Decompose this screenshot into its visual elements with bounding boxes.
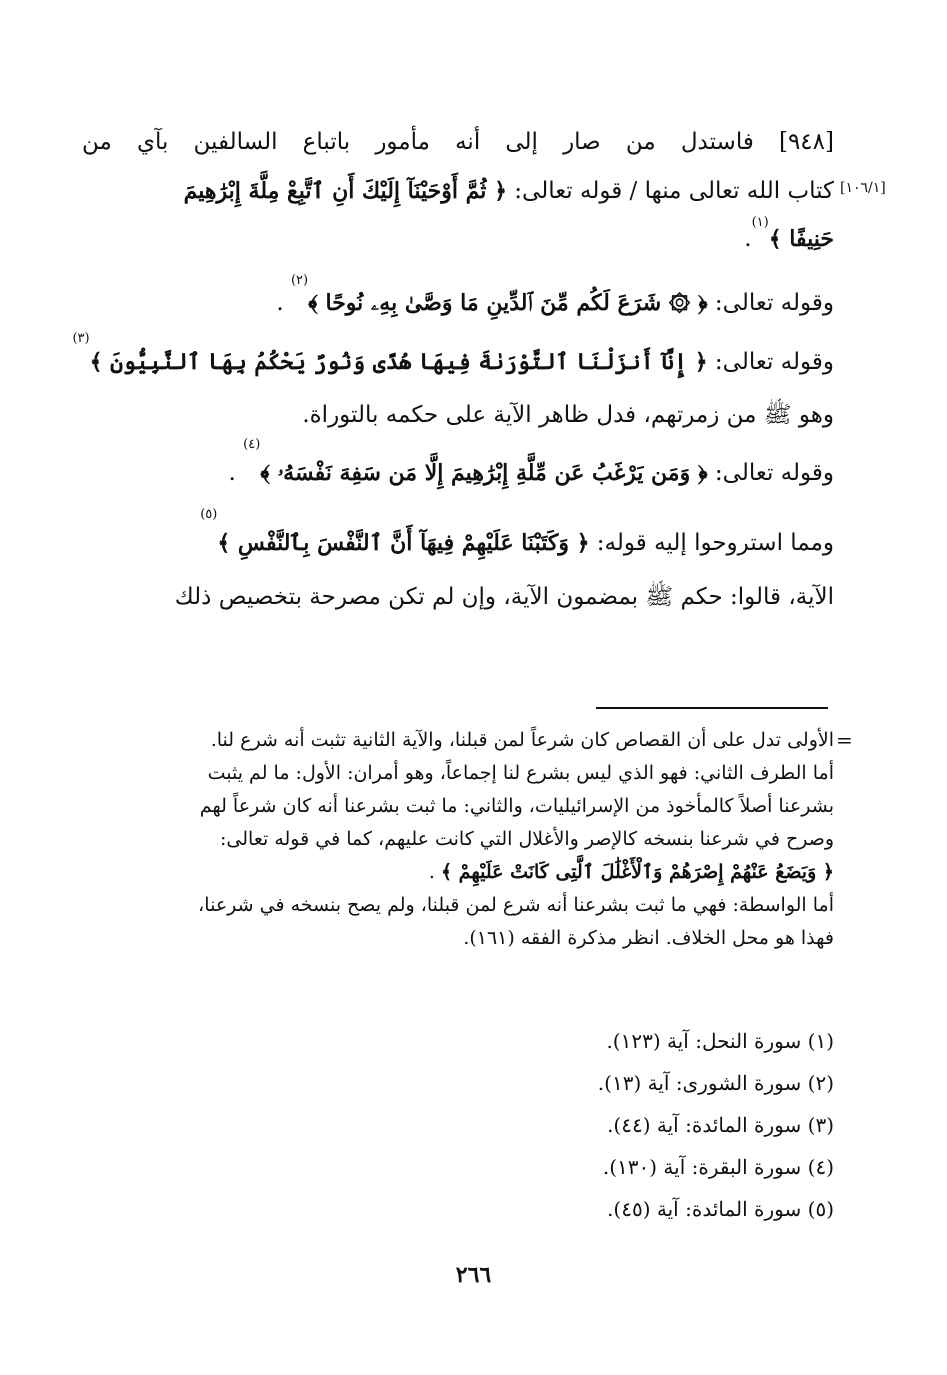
main-line-4 <box>82 274 834 332</box>
main-line-3-end: . <box>744 226 752 252</box>
footnote-note-3: (٣) سورة المائدة: آية (٤٤). <box>607 1113 834 1137</box>
footnote-para-2-line-2: بشرعنا أصلاً كالمأخوذ من الإسرائيليات، والثاني: ما ثبت بشرعنا أنه كان شرعاً لهم <box>199 795 834 817</box>
quran-verse-baqara: ﴿ وَمَن يَرْغَبُ عَن مِّلَّةِ إِبْرَٰهِيمَ إِلَّا مَن سَفِهَ نَفْسَهُۥ ﴾ <box>260 460 708 486</box>
main-line-2 <box>82 166 834 216</box>
quran-verse-maida-45: ﴿ وَكَتَبْنَا عَلَيْهِمْ فِيهَآ أَنَّ ٱلنَّفْسَ بِٱلنَّفْسِ ﴾ <box>217 530 590 556</box>
footnote-note-1: (١) سورة النحل: آية (١٢٣). <box>606 1029 834 1053</box>
footnote-ref-4: (٤) <box>243 437 261 452</box>
footnote-ref-2: (٢) <box>290 273 309 288</box>
footnote-para-2-line-3: وصرح في شرعنا بنسخه كالإصر والأغلال التي كانت عليهم، كما في قوله تعالى: <box>220 828 834 850</box>
main-line-8 <box>82 508 834 570</box>
main-line-2-text: كتاب الله تعالى منها / قوله تعالى: <box>506 178 834 204</box>
main-text-block <box>72 118 834 624</box>
footnote-ref-5: (٥) <box>200 507 218 522</box>
footnote-para-3-line-2: فهذا هو محل الخلاف. انظر مذكرة الفقه (١٦١). <box>463 927 834 949</box>
main-line-6: وهو ﷺ من زمرتهم، فدل ظاهر الآية على حكمه بالتوراة. <box>302 402 834 428</box>
page-number: ٢٦٦ <box>455 1262 492 1288</box>
footnote-para-3-line-1: أما الواسطة: فهي ما ثبت بشرعنا أنه شرع لمن قبلنا، ولم يصح بنسخه في شرعنا، <box>198 894 834 916</box>
main-line-4-text: وقوله تعالى: <box>707 290 834 316</box>
main-line-4-end: . <box>276 290 291 316</box>
footnote-ref-3: (٣) <box>72 331 90 346</box>
main-line-9: الآية، قالوا: حكم ﷺ بمضمون الآية، وإن لم تكن مصرحة بتخصيص ذلك <box>174 584 834 610</box>
footnote-para-2-line-4 <box>82 856 834 889</box>
footnote-para-1: الأولى تدل على أن القصاص كان شرعاً لمن قبلنا، والآية الثانية تثبت أنه شرع لنا. <box>210 729 834 751</box>
quran-verse-shura: ﴿ ۞ شَرَعَ لَكُم مِّنَ ٱلدِّينِ مَا وَصَّىٰ بِهِۦ نُوحًا ﴾ <box>308 290 708 316</box>
footnote-note-5: (٥) سورة المائدة: آية (٤٥). <box>607 1197 834 1221</box>
footnote-note-4: (٤) سورة البقرة: آية (١٣٠). <box>602 1155 834 1179</box>
main-line-7 <box>82 438 834 508</box>
main-line-7-end: . <box>228 460 244 486</box>
main-line-5-text: وقوله تعالى: <box>707 349 834 375</box>
quran-verse-maida-44: ﴿ إِنَّآ أَنزَلْنَا ٱلتَّوْرَىٰةَ فِيهَا هُدًى وَنُورٌ يَحْكُمُ بِهَا ٱلنَّبِيُّونَ ﴾ <box>89 349 708 375</box>
footnote-note-2: (٢) سورة الشورى: آية (١٣). <box>597 1071 834 1095</box>
main-line-5 <box>72 331 834 392</box>
footnote-para-2-line-1: أما الطرف الثاني: فهو الذي ليس بشرع لنا إجماعاً، وهو أمران: الأول: ما لم يثبت <box>207 762 834 784</box>
footnote-para-2-end: . <box>428 861 441 883</box>
footnote-quran-verse: ﴿ وَيَضَعُ عَنْهُمْ إِصْرَهُمْ وَٱلْأَغْلَٰلَ ٱلَّتِى كَانَتْ عَلَيْهِمْ ﴾ <box>440 861 834 883</box>
footnote-separator <box>596 707 828 709</box>
quran-verse-nahl: ﴿ ثُمَّ أَوْحَيْنَآ إِلَيْكَ أَنِ ٱتَّبِعْ مِلَّةَ إِبْرَٰهِيمَ <box>183 178 507 204</box>
footnote-continuation-marker: = <box>836 728 853 752</box>
quran-verse-nahl-end: حَنِيفًا ﴾ <box>768 226 834 252</box>
main-line-1: [٩٤٨] فاستدل من صار إلى أنه مأمور باتباع السالفين بآي من <box>82 129 834 155</box>
footnote-references-list <box>482 1020 834 1230</box>
main-line-8-text: ومما استروحوا إليه قوله: <box>589 530 834 556</box>
footnotes-block <box>82 724 834 955</box>
main-line-3 <box>82 216 834 270</box>
margin-manuscript-ref: [١٠٦/١] <box>840 180 886 196</box>
main-line-7-text: وقوله تعالى: <box>707 460 834 486</box>
footnote-ref-1: (١) <box>751 215 769 230</box>
